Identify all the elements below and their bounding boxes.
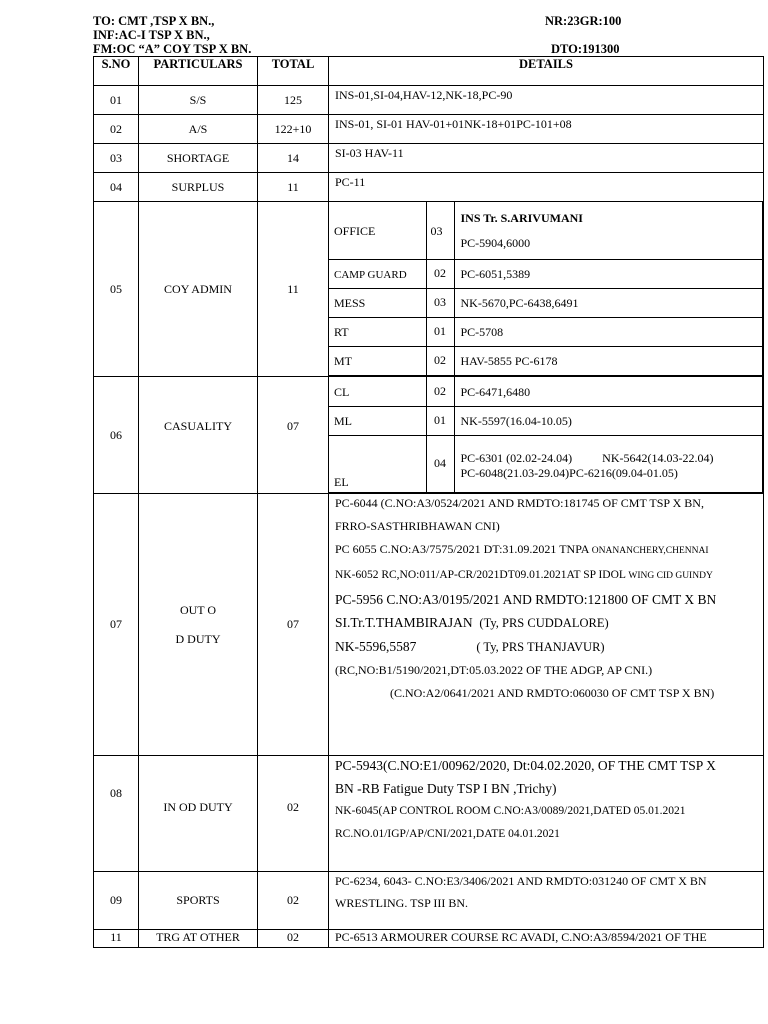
row-sno: 11	[94, 930, 139, 948]
sub-label: RT	[329, 317, 426, 346]
detail-line: ( Ty, PRS THANJAVUR)	[476, 640, 605, 654]
table-row-sports	[94, 872, 764, 930]
row-particulars: S/S	[139, 86, 258, 115]
sub-label: EL	[329, 435, 426, 492]
detail-line: NK-5596,5587	[335, 639, 417, 654]
row-particulars: CASUALITY	[139, 377, 258, 494]
detail-line: ONANANCHERY,CHENNAI	[591, 546, 709, 556]
row-total: 11	[258, 173, 329, 202]
header-to: TO: CMT ,TSP X BN.,	[93, 14, 215, 28]
sub-detail: PC-5708	[454, 317, 763, 346]
table-row-coy-admin	[94, 202, 764, 377]
row-sno: 02	[94, 115, 139, 144]
row-details: SI-03 HAV-11	[329, 144, 764, 173]
row-particulars: SHORTAGE	[139, 144, 258, 173]
office-pc: PC-5904,6000	[460, 236, 531, 251]
table-row-casuality	[94, 377, 764, 494]
row-particulars: SPORTS	[139, 872, 258, 930]
sub-detail: NK-5597(16.04-10.05)	[454, 406, 763, 435]
sub-count: 02	[426, 377, 454, 406]
sub-label: CL	[329, 377, 426, 406]
detail-line: NK-6045(AP CONTROL ROOM C.NO:A3/0089/2021,DATED 05.01.2021	[335, 805, 686, 817]
sub-count: 03	[426, 288, 454, 317]
table-row	[94, 144, 764, 173]
detail-line: FRRO-SASTHRIBHAWAN CNI)	[335, 519, 500, 533]
detail-line: (RC,NO:B1/5190/2021,DT:05.03.2022 OF THE ADGP, AP CNI.)	[335, 663, 653, 677]
table-header-row	[94, 57, 764, 86]
sub-detail: PC-6051,5389	[454, 259, 763, 288]
detail-line: (C.NO:A2/0641/2021 AND RMDTO:060030 OF CMT TSP X BN)	[390, 686, 715, 700]
detail-line: (Ty, PRS CUDDALORE)	[479, 616, 609, 630]
row-sno: 08	[94, 756, 139, 872]
casuality-subtable	[329, 377, 763, 493]
row-details: INS-01,SI-04,HAV-12,NK-18,PC-90	[329, 86, 764, 115]
row-sno: 04	[94, 173, 139, 202]
row-sno: 01	[94, 86, 139, 115]
sub-detail: PC-6471,6480	[454, 377, 763, 406]
detail-line: BN -RB Fatigue Duty TSP I BN ,Trichy)	[335, 781, 557, 796]
header-dto: DTO:191300	[551, 42, 620, 56]
row-particulars: IN OD DUTY	[139, 756, 258, 872]
sub-count: 03	[426, 202, 454, 259]
column-header: TOTAL	[258, 57, 329, 86]
row-total: 02	[258, 930, 329, 948]
detail-line: RC.NO.01/IGP/AP/CNI/2021,DATE 04.01.2021	[335, 828, 560, 840]
header-from: FM:OC “A” COY TSP X BN.	[93, 42, 252, 56]
strength-table	[93, 56, 764, 948]
detail-line: SI.Tr.T.THAMBIRAJAN	[335, 615, 473, 630]
row-total: 14	[258, 144, 329, 173]
row-total: 125	[258, 86, 329, 115]
header-nr: NR:23GR:100	[545, 14, 622, 28]
detail-line: PC-6513 ARMOURER COURSE RC AVADI, C.NO:A3/8594/2021 OF THE	[329, 930, 764, 948]
detail-line: PC-5943(C.NO:E1/00962/2020, Dt:04.02.2020, OF THE CMT TSP X	[335, 758, 716, 773]
sub-label: MT	[329, 346, 426, 375]
sub-label: OFFICE	[329, 202, 426, 259]
row-particulars: D DUTY	[175, 631, 221, 646]
column-header: S.NO	[94, 57, 139, 86]
el-entry: PC-6301 (02.02-24.04)	[460, 451, 573, 466]
sub-count: 01	[426, 317, 454, 346]
sub-label: CAMP GUARD	[329, 259, 426, 288]
row-particulars: OUT O	[179, 602, 217, 617]
row-particulars: A/S	[139, 115, 258, 144]
detail-line: WRESTLING. TSP III BN.	[335, 896, 468, 910]
row-particulars: COY ADMIN	[139, 202, 258, 377]
table-row	[94, 115, 764, 144]
el-entry: NK-5642(14.03-22.04)	[602, 451, 714, 466]
row-particulars: TRG AT OTHER	[139, 930, 258, 948]
row-total: 02	[258, 872, 329, 930]
row-sno: 03	[94, 144, 139, 173]
column-header: PARTICULARS	[139, 57, 258, 86]
office-name: INS Tr. S.ARIVUMANI	[460, 211, 583, 226]
sub-count: 01	[426, 406, 454, 435]
sub-label: MESS	[329, 288, 426, 317]
el-entry: PC-6048(21.03-29.04)PC-6216(09.04-01.05)	[460, 466, 678, 481]
detail-line: NK-6052 RC,NO:011/AP-CR/2021DT09.01.2021AT SP IDOL	[335, 569, 629, 581]
sub-count: 02	[426, 346, 454, 375]
row-details: PC-11	[329, 173, 764, 202]
sub-count: 02	[426, 259, 454, 288]
detail-line: PC-6234, 6043- C.NO:E3/3406/2021 AND RMDTO:031240 OF CMT X BN	[335, 874, 707, 888]
row-total: 07	[258, 494, 329, 756]
row-total: 122+10	[258, 115, 329, 144]
sub-detail: NK-5670,PC-6438,6491	[454, 288, 763, 317]
row-sno: 07	[94, 494, 139, 756]
coy-admin-subtable	[329, 202, 763, 376]
sub-detail: HAV-5855 PC-6178	[454, 346, 763, 375]
table-row-in-od-duty	[94, 756, 764, 872]
row-total: 11	[258, 202, 329, 377]
row-total: 02	[258, 756, 329, 872]
detail-line: PC 6055 C.NO:A3/7575/2021 DT:31.09.2021 TNPA	[335, 542, 592, 556]
row-details: INS-01, SI-01 HAV-01+01NK-18+01PC-101+08	[329, 115, 764, 144]
detail-line: WING CID GUINDY	[628, 571, 713, 581]
row-total: 07	[258, 377, 329, 494]
sub-label: ML	[329, 406, 426, 435]
row-sno: 05	[94, 202, 139, 377]
row-sno: 09	[94, 872, 139, 930]
column-header: DETAILS	[329, 57, 764, 86]
header-inf: INF:AC-I TSP X BN.,	[93, 28, 210, 42]
table-row-out-of-duty	[94, 494, 764, 756]
detail-line: PC-5956 C.NO:A3/0195/2021 AND RMDTO:121800 OF CMT X BN	[335, 592, 717, 607]
table-row	[94, 173, 764, 202]
sub-count: 04	[426, 435, 454, 492]
row-sno: 06	[94, 377, 139, 494]
table-row-trg	[94, 930, 764, 948]
row-particulars: SURPLUS	[139, 173, 258, 202]
table-row	[94, 86, 764, 115]
detail-line: PC-6044 (C.NO:A3/0524/2021 AND RMDTO:181745 OF CMT TSP X BN,	[335, 496, 704, 510]
